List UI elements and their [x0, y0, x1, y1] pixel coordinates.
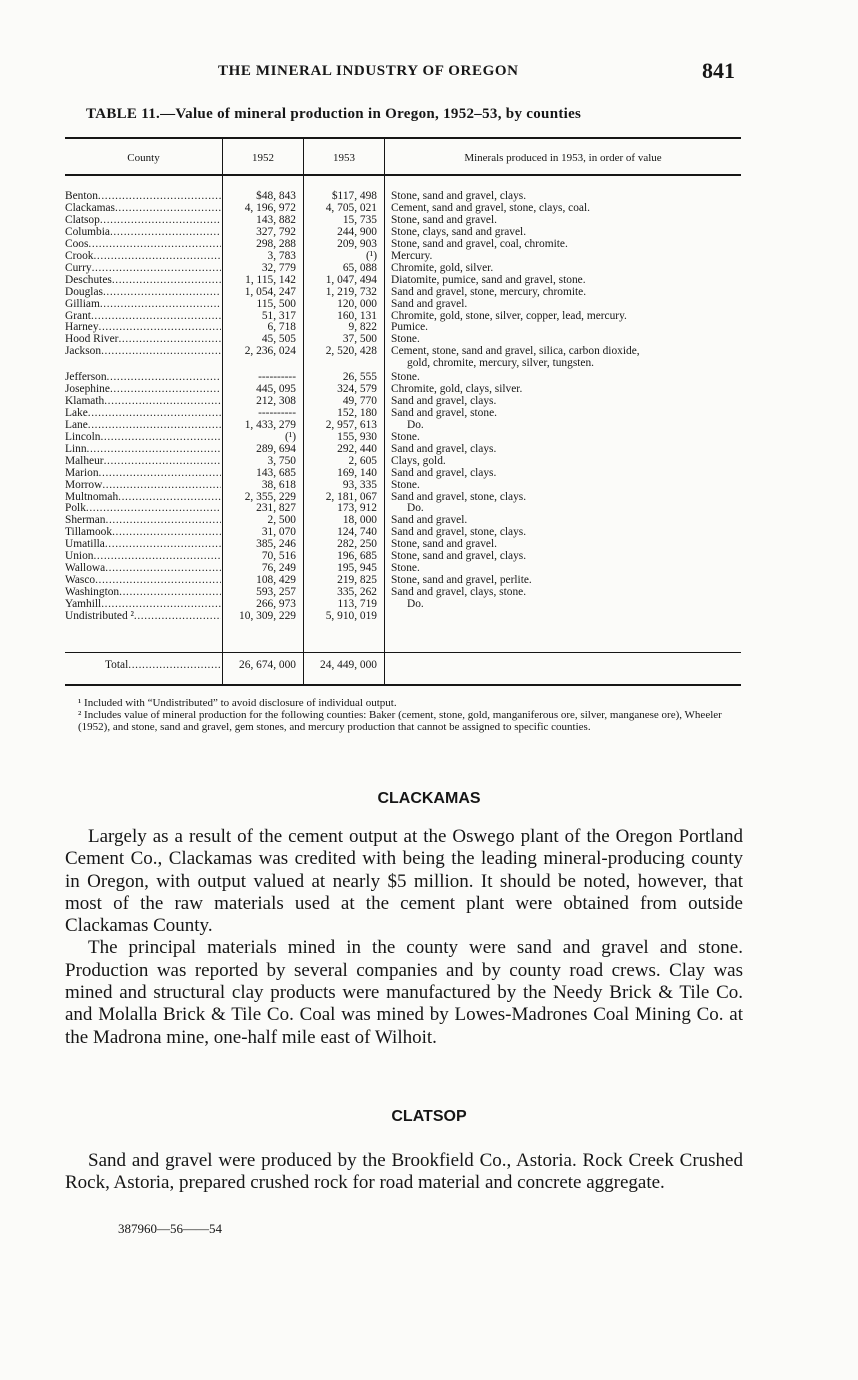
cell-minerals: Do. [407, 502, 424, 515]
county-name: Marion [65, 466, 99, 479]
county-name: Undistributed ² [65, 610, 134, 623]
cell-1952: 76, 249 [261, 562, 296, 575]
county-name: Curry [65, 261, 92, 274]
running-header: THE MINERAL INDUSTRY OF OREGON [218, 63, 519, 79]
cell-1953: 5, 910, 019 [325, 610, 377, 623]
cell-minerals: Stone. [391, 430, 420, 443]
county-name: Lane [65, 418, 88, 431]
county-name: Polk [65, 502, 86, 515]
cell-1953: 324, 579 [337, 382, 377, 395]
cell-minerals: Sand and gravel, clays. [391, 442, 497, 455]
table-top-rule [65, 137, 741, 139]
county-name: Malheur [65, 454, 104, 467]
total-1952: 26, 674, 000 [239, 659, 296, 671]
table-row [65, 419, 741, 431]
cell-minerals: Cement, sand and gravel, stone, clays, coal. [391, 201, 590, 214]
cell-minerals: Cement, stone, sand and gravel, silica, carbon dioxide, [391, 345, 640, 358]
cell-county [65, 274, 221, 286]
table-row [65, 395, 741, 407]
cell-minerals: Clays, gold. [391, 454, 446, 467]
cell-1952: 266, 973 [256, 598, 296, 611]
cell-county [65, 562, 221, 574]
table-row [65, 407, 741, 419]
cell-1953: 244, 900 [337, 225, 377, 238]
cell-1952: 143, 685 [256, 466, 296, 479]
total-label [105, 659, 221, 671]
county-name: Coos [65, 237, 89, 250]
cell-1952: 1, 115, 142 [245, 273, 296, 286]
cell-1953: 120, 000 [337, 297, 377, 310]
table-row [65, 443, 741, 455]
footnote-1: ¹ Included with “Undistributed” to avoid disclosure of individual output. [78, 697, 397, 709]
table-footnotes [78, 697, 742, 733]
cell-1953: 155, 930 [337, 430, 377, 443]
cell-1953: 37, 500 [342, 333, 377, 346]
cell-1952: $48, 843 [256, 190, 296, 202]
county-name: Klamath [65, 394, 105, 407]
cell-county [65, 202, 221, 214]
table-row [65, 250, 741, 262]
county-name: Crook [65, 249, 94, 262]
county-name: Morrow [65, 478, 103, 491]
column-header-county: County [127, 152, 160, 164]
cell-1953: 2, 520, 428 [325, 345, 377, 358]
table-row [65, 262, 741, 274]
cell-1953: 195, 945 [337, 562, 377, 575]
table-row [65, 610, 741, 622]
table-row [65, 550, 741, 562]
cell-1953: 18, 000 [342, 514, 377, 527]
cell-1952: 115, 500 [256, 297, 296, 310]
cell-minerals: Stone. [391, 371, 420, 384]
county-name: Benton [65, 190, 98, 202]
table-row [65, 455, 741, 467]
cell-county [65, 598, 221, 610]
cell-1952: 231, 827 [256, 502, 296, 515]
cell-county [65, 455, 221, 467]
table-row [65, 298, 741, 310]
table-total-row [65, 659, 741, 673]
cell-county [65, 526, 221, 538]
cell-county [65, 443, 221, 455]
cell-1952: 385, 246 [256, 538, 296, 551]
cell-county [65, 226, 221, 238]
clatsop-body [65, 1150, 743, 1195]
cell-minerals: Mercury. [391, 249, 433, 262]
cell-county [65, 514, 221, 526]
cell-1953: 335, 262 [337, 586, 377, 599]
cell-1953: 93, 335 [342, 478, 377, 491]
cell-county [65, 407, 221, 419]
table-row [65, 371, 741, 383]
cell-1953: 2, 181, 067 [325, 490, 377, 503]
cell-minerals: Do. [407, 418, 424, 431]
cell-county [65, 298, 221, 310]
cell-1952: ---------- [258, 406, 296, 419]
cell-county [65, 479, 221, 491]
cell-1953: 9, 822 [348, 321, 377, 334]
cell-1952: 1, 054, 247 [244, 285, 296, 298]
cell-county [65, 286, 221, 298]
table-bottom-rule [65, 684, 741, 686]
table-row [65, 526, 741, 538]
table-row [65, 538, 741, 550]
cell-1952: 327, 792 [256, 225, 296, 238]
county-name: Linn [65, 442, 87, 455]
county-name: Wasco [65, 574, 96, 587]
cell-county [65, 250, 221, 262]
cell-1953: 113, 719 [337, 598, 377, 611]
cell-minerals: Diatomite, pumice, sand and gravel, stone. [391, 273, 586, 286]
cell-minerals: Sand and gravel. [391, 297, 468, 310]
table-header-rule [65, 174, 741, 176]
cell-minerals: Do. [407, 598, 424, 611]
county-name: Grant [65, 309, 91, 322]
table-row [65, 345, 741, 357]
table-row [65, 190, 741, 202]
table-row [65, 598, 741, 610]
cell-minerals: Pumice. [391, 321, 429, 334]
cell-1952: 10, 309, 229 [239, 610, 296, 623]
county-name: Lake [65, 406, 88, 419]
cell-1952: 1, 433, 279 [244, 418, 296, 431]
cell-1953: 173, 912 [337, 502, 377, 515]
cell-county [65, 431, 221, 443]
cell-1953: 209, 903 [337, 237, 377, 250]
section-heading-clatsop: CLATSOP [391, 1108, 467, 1125]
cell-minerals: Sand and gravel, clays. [391, 394, 497, 407]
cell-county [65, 419, 221, 431]
cell-minerals: Sand and gravel, stone, clays. [391, 490, 527, 503]
cell-1952: (¹) [284, 430, 296, 443]
county-name: Jackson [65, 345, 102, 358]
table-row [65, 383, 741, 395]
cell-1952: 298, 288 [256, 237, 296, 250]
total-label-text: Total [105, 659, 129, 671]
table-row [65, 586, 741, 598]
cell-1952: 31, 070 [261, 526, 296, 539]
cell-minerals: Sand and gravel, stone, clays. [391, 526, 527, 539]
printer-code: 387960—56——54 [118, 1221, 222, 1236]
cell-1952: 51, 317 [261, 309, 296, 322]
cell-minerals: Stone. [391, 333, 420, 346]
cell-1952: 2, 236, 024 [244, 345, 296, 358]
cell-1953: 15, 735 [342, 213, 377, 226]
table-row [65, 562, 741, 574]
county-name: Clackamas [65, 201, 115, 214]
cell-1953: (¹) [365, 249, 377, 262]
table-row [65, 274, 741, 286]
cell-county [65, 214, 221, 226]
cell-1952: 4, 196, 972 [244, 201, 296, 214]
county-name: Multnomah [65, 490, 119, 503]
cell-county [65, 310, 221, 322]
cell-1952: 143, 882 [256, 213, 296, 226]
table-row [65, 202, 741, 214]
paragraph: The principal materials mined in the county were sand and gravel and stone. Production was reported by several companies and by county road crews. Clay was mined and structural clay products were manufactured by the Needy Brick & Tile Co. and Molalla Brick & Tile Co. Coal was mined by Lowes-Madrones Coal Mining Co. at the Madrona mine, one-half mile east of Wilhoit. [65, 937, 743, 1048]
cell-1953: 124, 740 [337, 526, 377, 539]
cell-county [65, 262, 221, 274]
cell-1952: 3, 783 [267, 249, 296, 262]
cell-1952: 289, 694 [256, 442, 296, 455]
cell-1952: ---------- [258, 371, 296, 384]
cell-1953: 292, 440 [337, 442, 377, 455]
cell-1952: 38, 618 [261, 478, 296, 491]
cell-minerals: Stone, sand and gravel, clays. [391, 190, 527, 202]
cell-1953: 65, 088 [342, 261, 377, 274]
cell-county [65, 550, 221, 562]
cell-1952: 2, 355, 229 [244, 490, 296, 503]
cell-1952: 45, 505 [261, 333, 296, 346]
cell-county [65, 491, 221, 503]
cell-1952: 3, 750 [267, 454, 296, 467]
county-name: Hood River [65, 333, 119, 346]
cell-county [65, 321, 221, 333]
column-header-minerals: Minerals produced in 1953, in order of value [464, 152, 662, 164]
cell-1953: 1, 047, 494 [325, 273, 377, 286]
table-row [65, 502, 741, 514]
table-row [65, 238, 741, 250]
cell-1953: 26, 555 [342, 371, 377, 384]
table-row [65, 491, 741, 503]
county-name: Washington [65, 586, 120, 599]
cell-county [65, 586, 221, 598]
table-row [65, 310, 741, 322]
page-number: 841 [702, 58, 735, 83]
cell-minerals: Chromite, gold, stone, silver, copper, lead, mercury. [391, 309, 627, 322]
county-name: Clatsop [65, 213, 100, 226]
cell-1953: 160, 131 [337, 309, 377, 322]
cell-1953: 282, 250 [337, 538, 377, 551]
column-header-1953: 1953 [333, 152, 355, 164]
cell-minerals: Sand and gravel, stone. [391, 406, 497, 419]
cell-1953: $117, 498 [331, 190, 377, 202]
cell-1953: 1, 219, 732 [325, 285, 377, 298]
table-row [65, 514, 741, 526]
cell-minerals: Stone. [391, 478, 420, 491]
total-1953: 24, 449, 000 [320, 659, 377, 671]
county-name: Tillamook [65, 526, 113, 539]
table-row-continuation [65, 357, 741, 369]
table-row [65, 574, 741, 586]
cell-county [65, 383, 221, 395]
section-heading-clackamas: CLACKAMAS [377, 790, 481, 807]
cell-county [65, 538, 221, 550]
county-name: Sherman [65, 514, 106, 527]
cell-county [65, 371, 221, 383]
county-name: Lincoln [65, 430, 101, 443]
cell-county [65, 333, 221, 345]
paragraph: Largely as a result of the cement output at the Oswego plant of the Oregon Portland Cement Co., Clackamas was credited with being the leading mineral-producing county in Oregon, with output valued at nearly $5 million. It should be noted, however, that most of the raw materials used at the cement plant were obtained from outside Clackamas County. [65, 826, 743, 937]
cell-minerals: Sand and gravel, clays. [391, 466, 497, 479]
county-name: Josephine [65, 382, 110, 395]
county-name: Yamhill [65, 598, 102, 611]
county-name: Harney [65, 321, 99, 334]
cell-1952: 445, 095 [256, 382, 296, 395]
cell-1953: 2, 957, 613 [325, 418, 377, 431]
cell-minerals: Stone. [391, 562, 420, 575]
county-name: Columbia [65, 225, 110, 238]
cell-minerals: Stone, sand and gravel, clays. [391, 550, 527, 563]
table-row [65, 479, 741, 491]
cell-county [65, 574, 221, 586]
cell-minerals: Stone, sand and gravel, coal, chromite. [391, 237, 568, 250]
county-name: Deschutes [65, 273, 112, 286]
cell-county [65, 467, 221, 479]
cell-county [65, 395, 221, 407]
county-name: Umatilla [65, 538, 105, 551]
cell-1953: 152, 180 [337, 406, 377, 419]
column-header-1952: 1952 [252, 152, 274, 164]
footnote-2: ² Includes value of mineral production for the following counties: Baker (cement, stone, gold, manganiferous ore, silver, manganese ore), Wheeler (1952), and stone, sand and gravel, gem stones, and mercury production that cannot be assigned to specific counties. [78, 709, 722, 733]
cell-1952: 593, 257 [256, 586, 296, 599]
cell-county [65, 345, 221, 357]
table-row [65, 286, 741, 298]
county-name: Douglas [65, 285, 103, 298]
county-name: Jefferson [65, 371, 107, 384]
cell-1952: 108, 429 [256, 574, 296, 587]
cell-minerals: Stone, sand and gravel, perlite. [391, 574, 532, 587]
cell-minerals: Stone, sand and gravel. [391, 213, 497, 226]
cell-1952: 212, 308 [256, 394, 296, 407]
cell-1953: 4, 705, 021 [325, 201, 377, 214]
cell-county [65, 190, 221, 202]
cell-minerals: Sand and gravel. [391, 514, 468, 527]
table-row [65, 214, 741, 226]
cell-1953: 49, 770 [342, 394, 377, 407]
cell-county [65, 238, 221, 250]
table-row [65, 467, 741, 479]
table-total-rule [65, 652, 741, 653]
cell-minerals: Sand and gravel, stone, mercury, chromite. [391, 285, 587, 298]
cell-1953: 196, 685 [337, 550, 377, 563]
table-caption: TABLE 11.—Value of mineral production in Oregon, 1952–53, by counties [86, 106, 582, 122]
county-name: Union [65, 550, 94, 563]
clackamas-body [65, 826, 743, 1049]
cell-minerals: Chromite, gold, silver. [391, 261, 494, 274]
cell-1953: 219, 825 [337, 574, 377, 587]
cell-county [65, 502, 221, 514]
table-row [65, 431, 741, 443]
county-name: Gilliam [65, 297, 100, 310]
cell-county [65, 610, 221, 622]
table-row [65, 321, 741, 333]
cell-1952: 32, 779 [261, 261, 296, 274]
county-name: Wallowa [65, 562, 106, 575]
cell-1953: 169, 140 [337, 466, 377, 479]
cell-minerals: Sand and gravel, clays, stone. [391, 586, 527, 599]
cell-1952: 70, 516 [261, 550, 296, 563]
paragraph: Sand and gravel were produced by the Brookfield Co., Astoria. Rock Creek Crushed Rock, Astoria, prepared crushed rock for road material and concrete aggregate. [65, 1150, 743, 1194]
table-row [65, 226, 741, 238]
cell-1952: 2, 500 [267, 514, 296, 527]
cell-minerals: Chromite, gold, clays, silver. [391, 382, 523, 395]
cell-1952: 6, 718 [267, 321, 296, 334]
table-row [65, 333, 741, 345]
cell-minerals: Stone, clays, sand and gravel. [391, 225, 527, 238]
cell-minerals: Stone, sand and gravel. [391, 538, 497, 551]
cell-minerals-continued: gold, chromite, mercury, silver, tungsten. [407, 357, 595, 370]
cell-1953: 2, 605 [348, 454, 377, 467]
